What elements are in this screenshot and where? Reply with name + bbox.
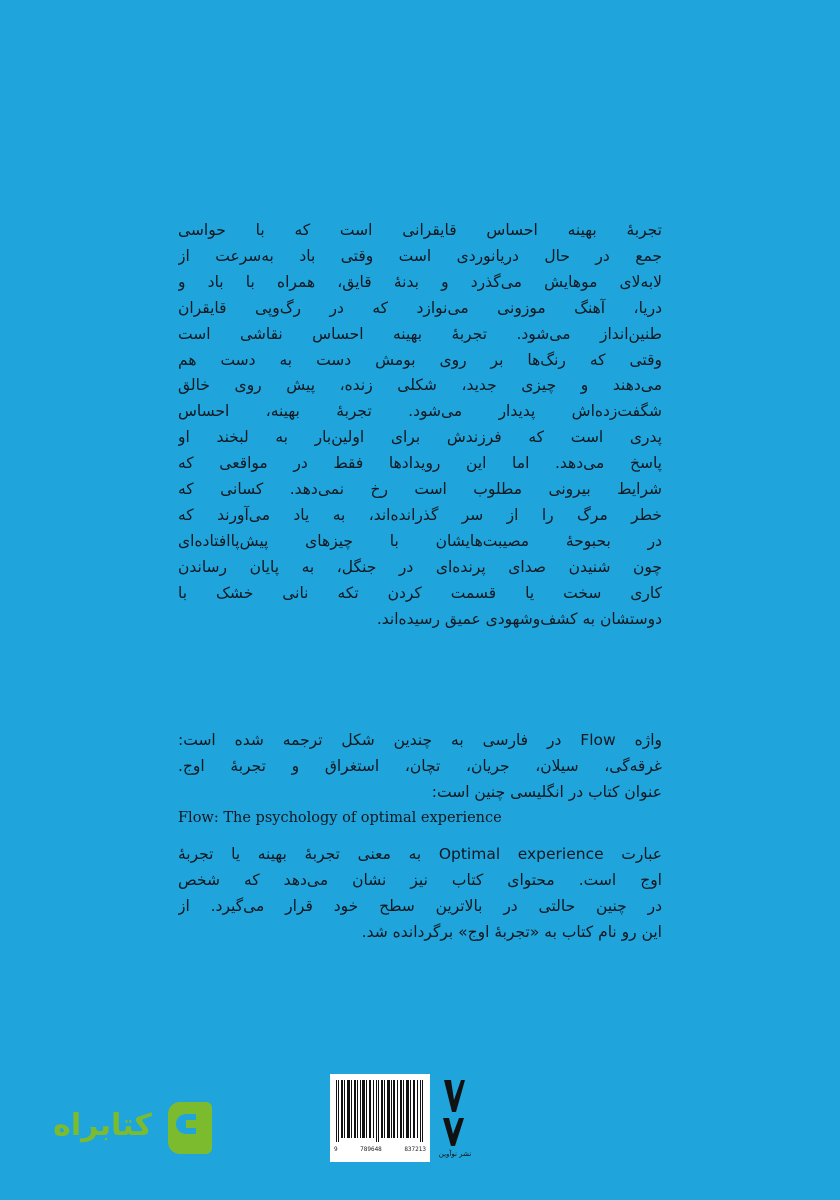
barcode-digit-group: 837213 <box>404 1146 426 1153</box>
blurb-paragraph-1 <box>178 218 662 633</box>
text-line: غرقه‌گی، سیلان، جریان، تچان، استغراق و تجربهٔ اوج. <box>178 756 662 775</box>
text-line: پاسخ می‌دهد. اما این رویدادها فقط در مواقعی که <box>178 454 662 473</box>
translation-note-paragraph <box>178 728 662 832</box>
text-line: کاری سخت یا قسمت کردن تکه نانی خشک با <box>178 583 662 602</box>
text-line: می‌دهند و چیزی جدید، شکلی زنده، پیش روی خالق <box>178 376 662 395</box>
barcode-digit-group: 789648 <box>360 1146 382 1153</box>
text-line: شرایط بیرونی مطلوب است رخ نمی‌دهد. کسانی که <box>178 480 662 499</box>
text-line: عبارت Optimal experience به معنی تجربهٔ بهینه یا تجربهٔ <box>178 845 662 863</box>
text-line: لابه‌لای موهایش می‌گذرد و بدنهٔ قایق، همراه با باد و <box>178 272 662 291</box>
text-line: طنین‌انداز می‌شود. تجربهٔ بهینه احساس نقاشی است <box>178 324 662 343</box>
text-line: وقتی که رنگ‌ها بر روی بومش دست به دست هم <box>178 350 662 369</box>
barcode-digit-group: 9 <box>334 1146 338 1153</box>
text-line: خطر مرگ را از سر گذرانده‌اند، به یاد می‌آورند که <box>178 505 662 524</box>
text-line: چون شنیدن صدای پرنده‌ای در جنگل، به پایان رساندن <box>178 557 662 576</box>
barcode-bars-icon <box>336 1080 424 1142</box>
watermark-brand-name: کتابراه <box>53 1108 152 1143</box>
text-line: دریا، آهنگ موزونی می‌نوازد که در رگ‌وپی قایقران <box>178 298 662 317</box>
text-line: پدری است که فرزندش برای اولین‌بار به لبخند او <box>178 428 662 447</box>
text-line: شگفت‌زده‌اش پدیدار می‌شود. تجربهٔ بهینه، احساس <box>178 402 662 421</box>
text-line: دوستشان به کشف‌وشهودی عمیق رسیده‌اند. <box>376 609 662 628</box>
text-line: واژه Flow در فارسی به چندین شکل ترجمه شده است: <box>178 731 662 749</box>
text-line: این رو نام کتاب به «تجربهٔ اوج» برگردانده شد. <box>361 922 662 941</box>
english-title: Flow: The psychology of optimal experience <box>178 809 502 826</box>
publisher-name: نشر نوآوین <box>438 1150 472 1158</box>
barcode-digits <box>334 1146 426 1153</box>
isbn-barcode <box>330 1074 430 1162</box>
text-line: عنوان کتاب در انگلیسی چنین است: <box>431 782 662 801</box>
text-line: جمع در حال دریانوردی است وقتی باد به‌سرعت از <box>178 246 662 265</box>
text-line: در چنین حالتی در بالاترین سطح خود قرار می‌گیرد. از <box>178 896 662 915</box>
text-line: در بحبوحهٔ مصیبت‌هایشان با چیزهای پیش‌پاافتاده‌ای <box>178 531 662 550</box>
text-line: اوج است. محتوای کتاب نیز نشان می‌دهد که شخص <box>178 870 662 889</box>
text-line: تجربهٔ بهینه احساس قایقرانی است که با حواسی <box>178 221 662 239</box>
title-explanation-paragraph <box>178 842 662 946</box>
